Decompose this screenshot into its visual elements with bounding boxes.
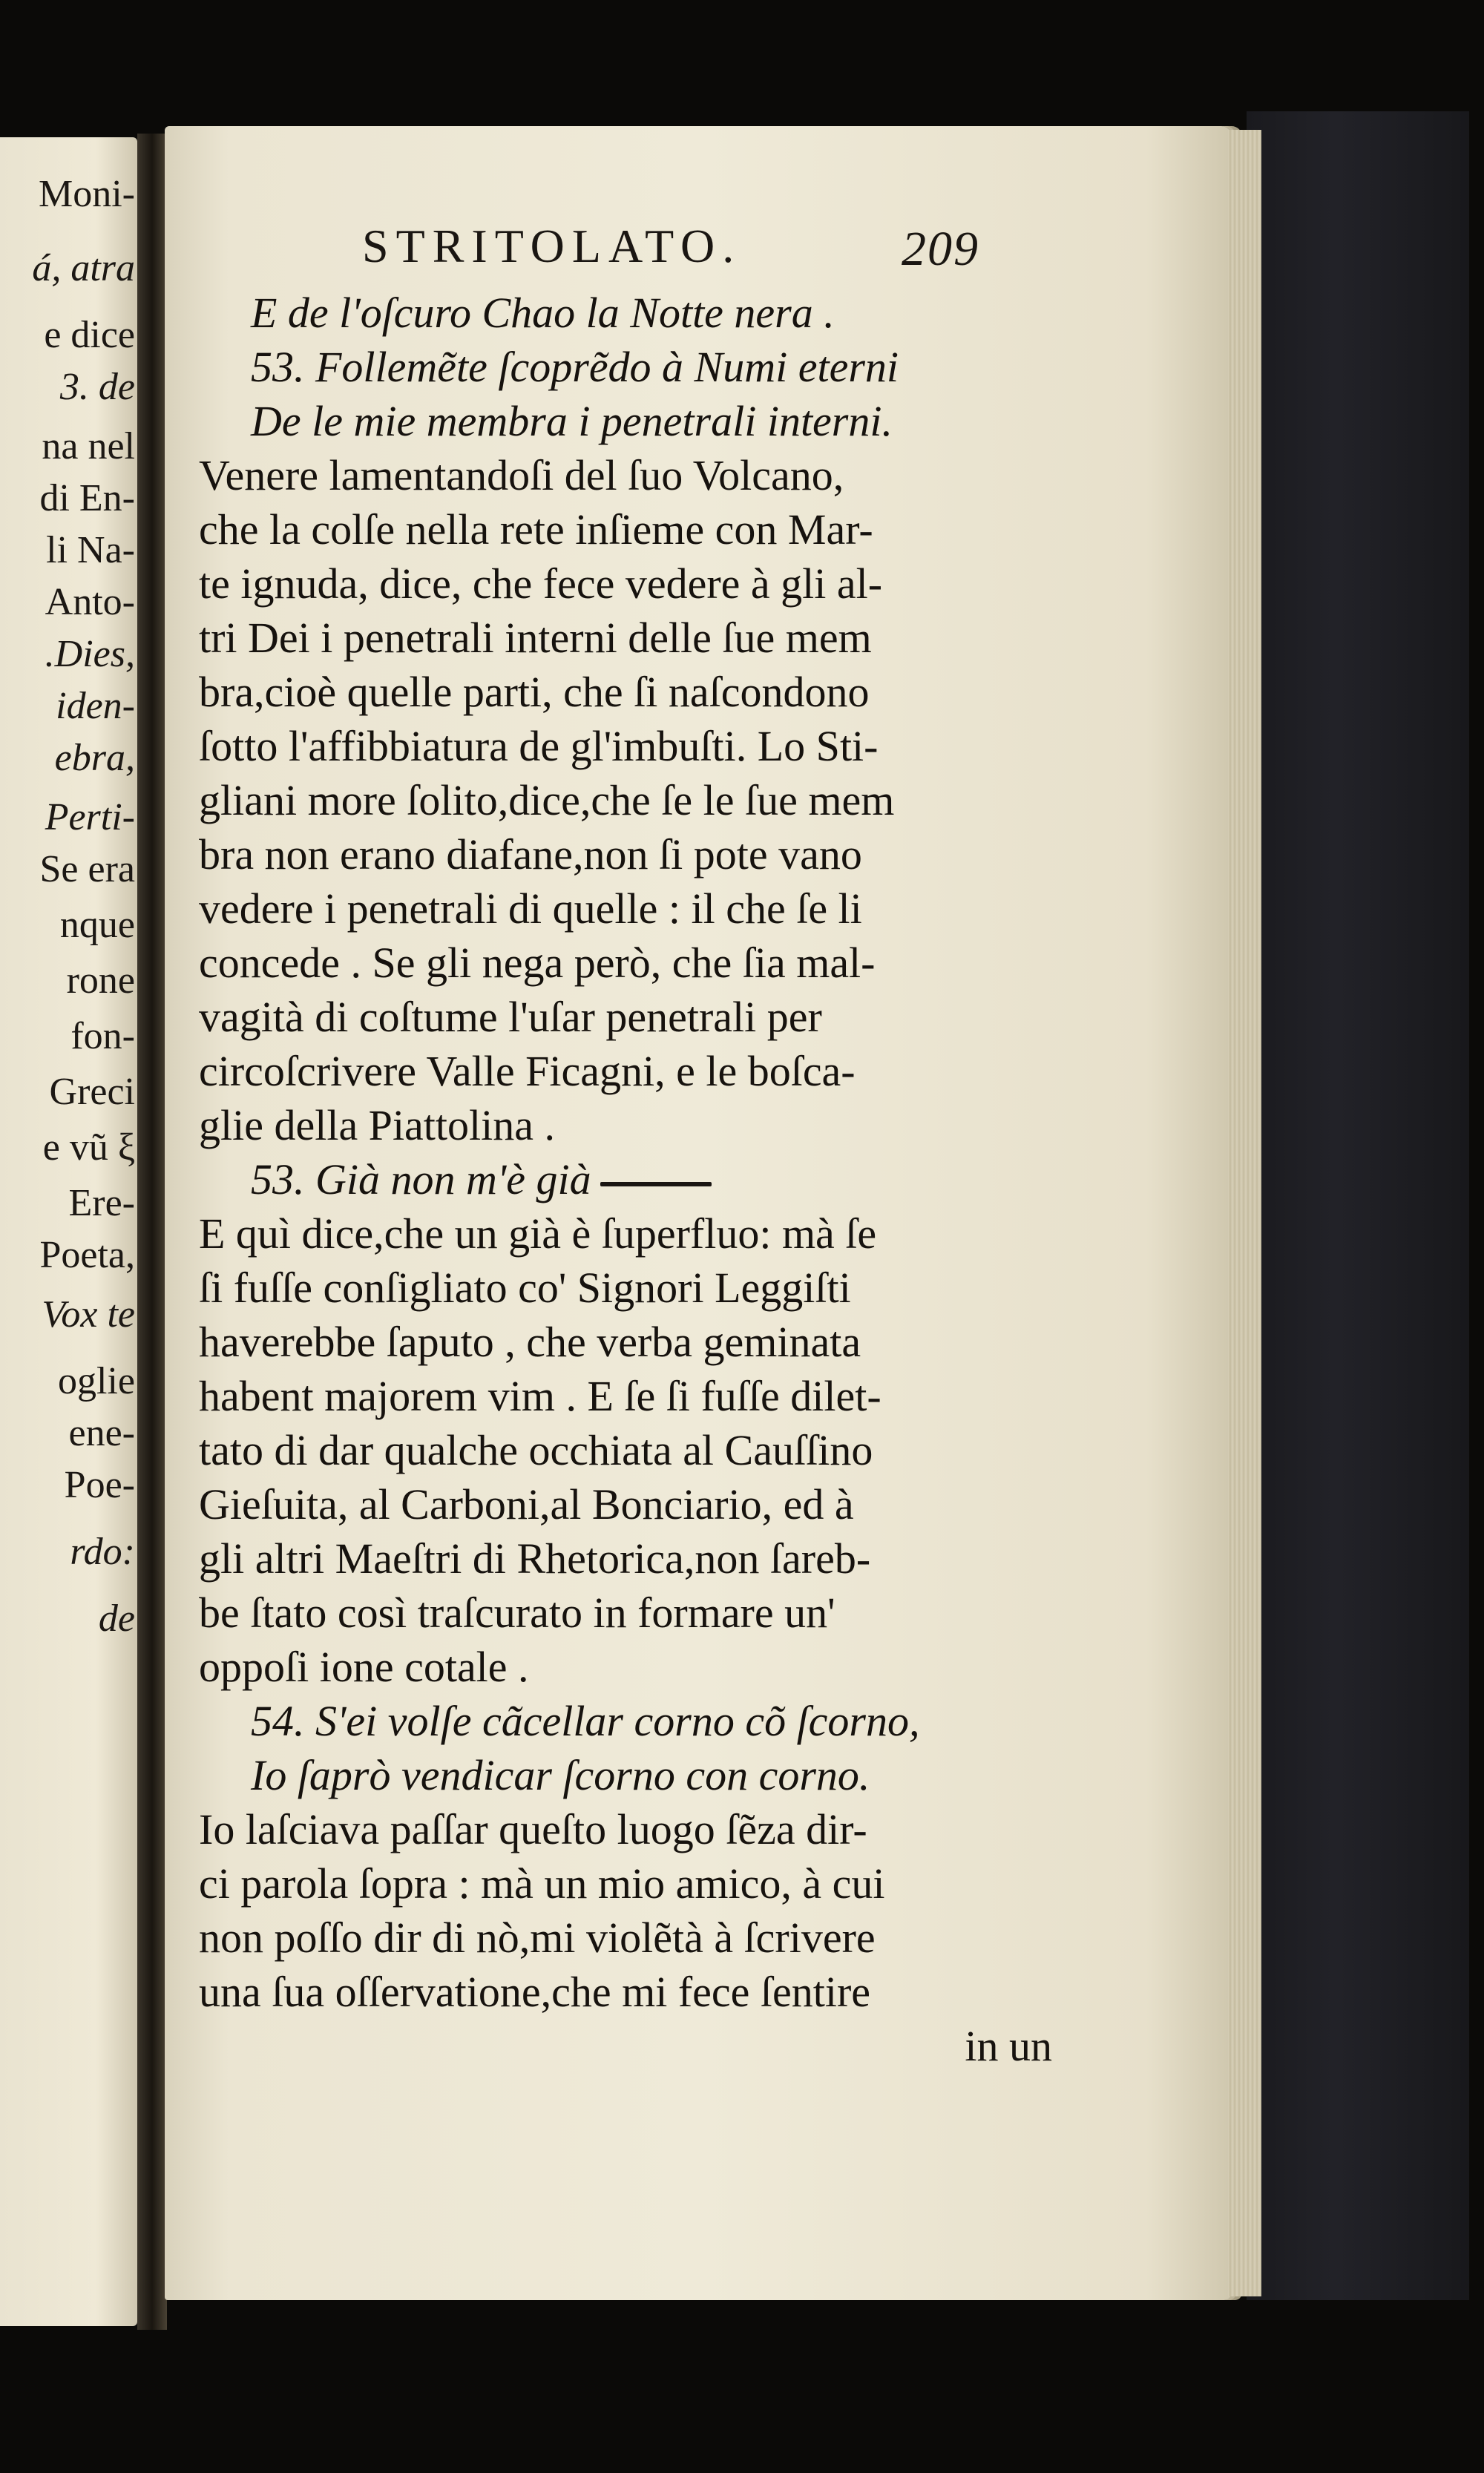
text-line-content: E de l'oſcuro Chao la Notte nera . <box>251 289 835 337</box>
text-line <box>199 990 1060 1044</box>
text-line-content: glie della Piattolina . <box>199 1101 556 1149</box>
text-line-content: haverebbe ſaputo , che verba geminata <box>199 1318 861 1366</box>
left-page-fragment: na nel <box>42 425 135 467</box>
left-page-fragment: oglie <box>58 1360 135 1402</box>
left-page-fragment: di En- <box>39 477 135 519</box>
text-line <box>199 1748 1060 1802</box>
left-page-fragment: e vũ ξ <box>42 1126 135 1169</box>
text-line <box>199 1911 1060 1965</box>
text-line-content: concede . Se gli nega però, che ſia mal- <box>199 939 876 987</box>
text-line <box>199 556 1060 611</box>
text-line <box>199 881 1060 936</box>
text-line <box>199 340 1060 394</box>
text-line-content: circoſcrivere Valle Ficagni, e le boſca- <box>199 1047 856 1095</box>
text-line-content: Venere lamentandoſi del ſuo Volcano, <box>199 451 844 499</box>
text-line <box>199 1586 1060 1640</box>
left-page-fragment: fon- <box>70 1015 135 1057</box>
text-line-content: habent majorem vim . E ſe ſi fuſſe dilet- <box>199 1372 881 1420</box>
text-line <box>199 1856 1060 1911</box>
dash-rule <box>600 1182 712 1186</box>
page-edges <box>1228 130 1261 2296</box>
text-line <box>199 1044 1060 1098</box>
text-line <box>199 394 1060 448</box>
left-page-fragment: nque <box>59 904 135 946</box>
text-line-content: be ſtato così traſcurato in formare un' <box>199 1589 835 1637</box>
text-line <box>199 1261 1060 1315</box>
text-line <box>199 1531 1060 1586</box>
left-page-fragment: Perti- <box>45 796 135 838</box>
text-line <box>199 448 1060 502</box>
left-page-fragment: Poe- <box>64 1464 135 1506</box>
text-line-content: gli altri Maeſtri di Rhetorica,non ſareb- <box>199 1534 871 1583</box>
text-line-content: 53. Già non m'è già <box>251 1155 591 1203</box>
text-line-content: gliani more ſolito,dice,che ſe le ſue mem <box>199 776 895 824</box>
book-gutter <box>137 134 167 2330</box>
running-header: STRITOLATO. <box>362 220 742 272</box>
left-page-fragment: ebra, <box>54 737 135 779</box>
text-line-content: tato di dar qualche occhiata al Cauſſino <box>199 1426 873 1474</box>
text-line-content: De le mie membra i penetrali interni. <box>251 397 893 445</box>
left-page-fragment: Greci <box>49 1071 135 1113</box>
text-line <box>199 773 1060 827</box>
left-page-fragment: Vox te <box>42 1293 135 1336</box>
text-line <box>199 1315 1060 1369</box>
text-line-content: Io laſciava paſſar queſto luogo ſẽza dir- <box>199 1805 867 1853</box>
text-line-content: bra non erano diafane,non ſi pote vano <box>199 830 862 878</box>
page-number: 209 <box>902 222 979 276</box>
left-page-fragment: Ere- <box>68 1182 135 1224</box>
page-text <box>199 286 1060 2073</box>
text-line <box>199 1369 1060 1423</box>
left-page-fragment: e dice <box>44 314 135 356</box>
text-line-content: 54. S'ei volſe cãcellar corno cõ ſcorno, <box>251 1697 920 1745</box>
left-page <box>0 137 137 2326</box>
left-page-fragment: li Na- <box>46 529 135 571</box>
text-line-content: E quì dice,che un già è ſuperfluo: mà ſe <box>199 1209 877 1258</box>
text-line <box>199 1098 1060 1152</box>
text-line-content: non poſſo dir di nò,mi violẽtà à ſcrivere <box>199 1914 876 1962</box>
text-line <box>199 1477 1060 1531</box>
left-page-fragment: Poeta, <box>39 1234 135 1276</box>
text-line-content: una ſua oſſervatione,che mi fece ſentire <box>199 1968 871 2016</box>
text-line <box>199 1694 1060 1748</box>
text-line-content: che la colſe nella rete inſieme con Mar- <box>199 505 873 554</box>
text-line-content: 53. Follemẽte ſcoprẽdo à Numi eterni <box>251 343 899 391</box>
text-line <box>199 1152 1060 1206</box>
text-line <box>199 1640 1060 1694</box>
left-page-fragment: Se era <box>39 848 135 890</box>
text-line-content: tri Dei i penetrali interni delle ſue mem <box>199 614 872 662</box>
text-line-content: ſi fuſſe conſigliato co' Signori Leggiſti <box>199 1264 851 1312</box>
text-line <box>199 611 1060 665</box>
left-page-fragment: rdo: <box>70 1531 135 1573</box>
text-line-content: Gieſuita, al Carboni,al Bonciario, ed à <box>199 1480 854 1528</box>
text-line <box>199 1423 1060 1477</box>
text-line-content: te ignuda, dice, che fece vedere à gli al- <box>199 559 883 608</box>
text-line-content: bra,cioè quelle parti, che ſi naſcondono <box>199 668 870 716</box>
text-line <box>199 936 1060 990</box>
left-page-fragment: á, atra <box>32 247 135 289</box>
text-line <box>199 502 1060 556</box>
left-page-fragment: Anto- <box>45 581 135 623</box>
left-page-fragment: de <box>98 1597 135 1640</box>
text-line <box>199 2019 1060 2073</box>
text-line <box>199 719 1060 773</box>
text-line-content: vagità di coſtume l'uſar penetrali per <box>199 993 822 1041</box>
text-line-content: oppoſi ione cotale . <box>199 1643 529 1691</box>
text-line-content: ci parola ſopra : mà un mio amico, à cui <box>199 1859 885 1908</box>
text-line <box>199 286 1060 340</box>
text-line <box>199 1206 1060 1261</box>
left-page-fragment: Moni- <box>39 173 135 215</box>
book-cover-edge <box>1247 111 1469 2300</box>
text-line <box>199 665 1060 719</box>
text-line-content: ſotto l'affibbiatura de gl'imbuſti. Lo Sti- <box>199 722 879 770</box>
left-page-fragment: iden- <box>56 685 135 727</box>
text-line <box>199 1802 1060 1856</box>
left-page-fragment: rone <box>66 959 135 1002</box>
text-line <box>199 1965 1060 2019</box>
text-line-content: vedere i penetrali di quelle : il che ſe li <box>199 884 862 933</box>
left-page-fragment: 3. de <box>59 366 135 408</box>
text-line-content: Io ſaprò vendicar ſcorno con corno. <box>251 1751 870 1799</box>
text-line <box>199 827 1060 881</box>
text-line-content: in un <box>965 2022 1052 2070</box>
left-page-fragment: .Dies, <box>45 633 135 675</box>
left-page-fragment: ene- <box>68 1412 135 1454</box>
